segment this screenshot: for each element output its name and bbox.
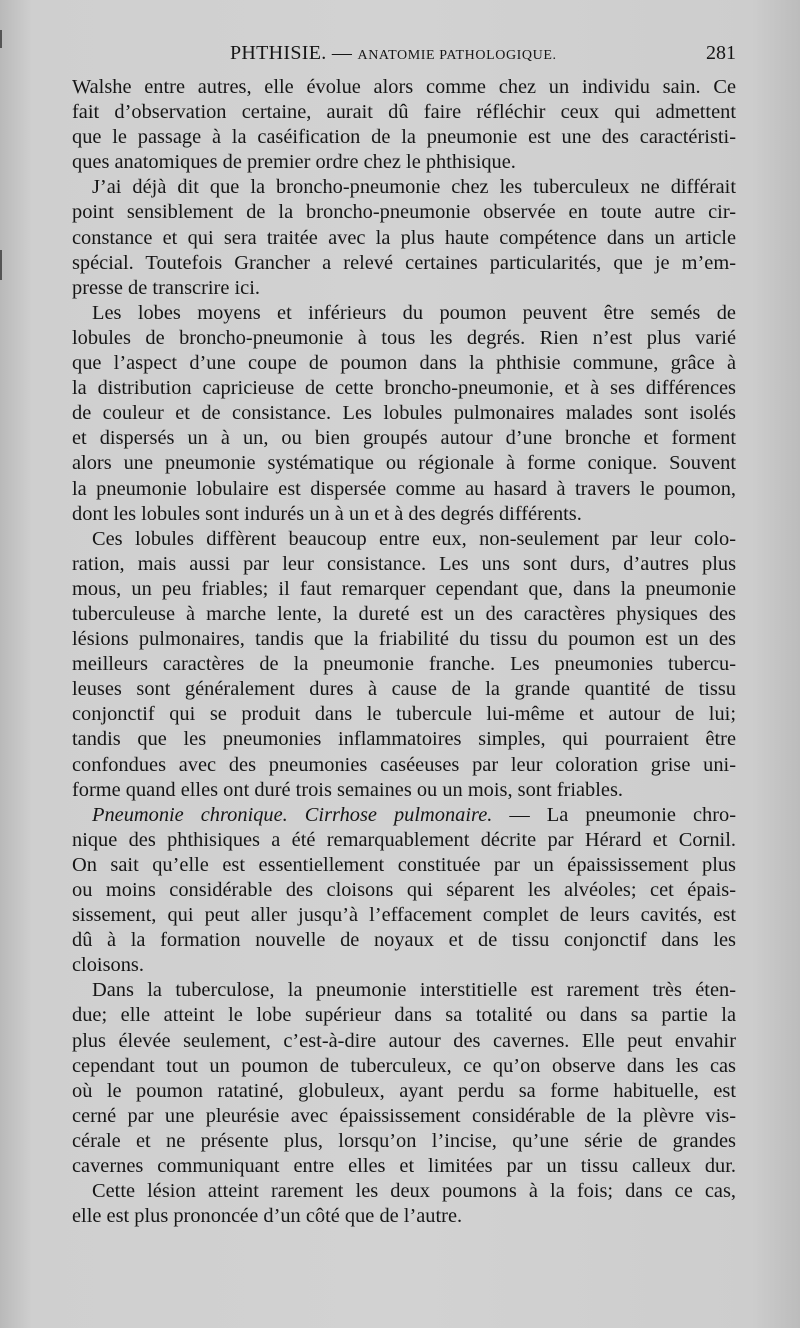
text-line: presse de transcrire ici. bbox=[72, 276, 260, 299]
text-line: conjonctif qui se produit dans le tubercule lui-même et autour de lui; bbox=[72, 703, 736, 726]
text-line: fait d’observation certaine, aurait dû faire réfléchir ceux qui admettent bbox=[72, 101, 736, 124]
text-line: point sensiblement de la broncho-pneumonie observée en toute autre cir- bbox=[72, 201, 736, 224]
text-line: que l’aspect d’une coupe de poumon dans la phthisie commune, grâce à bbox=[72, 352, 736, 375]
paragraph-7 bbox=[72, 1179, 736, 1229]
paragraph-1 bbox=[72, 75, 736, 175]
text-line: ou moins considérable des cloisons qui séparent les alvéoles; cet épais- bbox=[72, 879, 736, 901]
text-line: cerné par une pleurésie avec épaississement considérable de la plèvre vis- bbox=[72, 1104, 736, 1127]
section-heading-rest: — La pneumonie chro- bbox=[492, 803, 736, 826]
page-edge-mark bbox=[0, 30, 2, 48]
text-line: cependant tout un poumon de tuberculeux, ce qu’on observe dans les cas bbox=[72, 1054, 736, 1077]
paragraph-3 bbox=[72, 301, 736, 527]
paragraph-5 bbox=[72, 803, 736, 979]
text-line bbox=[72, 803, 736, 828]
body-text bbox=[72, 75, 736, 1229]
text-line: mous, un peu friables; il faut remarquer cependant que, dans la pneumonie bbox=[72, 577, 736, 600]
text-line: lésions pulmonaires, tandis que la friabilité du tissu du poumon est un des bbox=[72, 628, 736, 651]
text-line: spécial. Toutefois Grancher a relevé certaines particularités, que je m’em- bbox=[72, 251, 736, 274]
text-line: confondues avec des pneumonies caséeuses par leur coloration grise uni- bbox=[72, 753, 736, 776]
text-line: tuberculeuse à marche lente, la dureté est un des caractères physiques des bbox=[72, 602, 736, 625]
page-edge-mark bbox=[0, 250, 2, 280]
text-line: On sait qu’elle est essentiellement constituée par un épaississement plus bbox=[72, 853, 736, 876]
text-line: cloisons. bbox=[72, 954, 144, 977]
text-line: cavernes communiquant entre elles et limitées par un tissu calleux dur. bbox=[72, 1155, 736, 1178]
text-line: où le poumon ratatiné, globuleux, ayant perdu sa forme habituelle, est bbox=[72, 1079, 736, 1102]
page-number: 281 bbox=[706, 42, 736, 64]
running-title-main: PHTHISIE. — bbox=[230, 42, 353, 64]
text-line: cérale et ne présente plus, lorsqu’on l’incise, qu’une série de grandes bbox=[72, 1129, 736, 1152]
text-line: de couleur et de consistance. Les lobules pulmonaires malades sont isolés bbox=[72, 402, 736, 425]
text-line: Les lobes moyens et inférieurs du poumon peuvent être semés de bbox=[92, 301, 736, 324]
text-line: tandis que les pneumonies inflammatoires simples, qui pourraient être bbox=[72, 728, 736, 751]
text-line: sissement, qui peut aller jusqu’à l’effacement complet de leurs cavités, est bbox=[72, 904, 736, 927]
text-line: meilleurs caractères de la pneumonie franche. Les pneumonies tubercu- bbox=[72, 653, 736, 676]
text-line: plus élevée seulement, c’est-à-dire autour des cavernes. Elle peut envahir bbox=[72, 1029, 736, 1052]
section-heading-italic: Pneumonie chronique. Cirrhose pulmonaire. bbox=[92, 803, 493, 826]
running-title-section: ANATOMIE PATHOLOGIQUE. bbox=[357, 48, 557, 63]
paragraph-2 bbox=[72, 175, 736, 300]
text-line: dû à la formation nouvelle de noyaux et de tissu conjonctif dans les bbox=[72, 929, 736, 952]
running-title bbox=[230, 40, 557, 69]
text-line: ques anatomiques de premier ordre chez le phthisique. bbox=[72, 151, 516, 174]
text-line: Cette lésion atteint rarement les deux poumons à la fois; dans ce cas, bbox=[92, 1180, 736, 1203]
paragraph-4 bbox=[72, 527, 736, 803]
text-line: lobules de broncho-pneumonie à tous les degrés. Rien n’est plus varié bbox=[72, 326, 736, 349]
paragraph-6 bbox=[72, 978, 736, 1179]
text-line: Dans la tuberculose, la pneumonie interstitielle est rarement très éten- bbox=[92, 979, 736, 1002]
text-line: que le passage à la caséification de la pneumonie est une des caractéristi- bbox=[72, 126, 736, 149]
text-line: Ces lobules diffèrent beaucoup entre eux, non-seulement par leur colo- bbox=[92, 527, 736, 550]
running-header bbox=[72, 40, 736, 66]
text-line: la distribution capricieuse de cette broncho-pneumonie, et à ses différences bbox=[72, 377, 736, 400]
text-line: due; elle atteint le lobe supérieur dans sa totalité ou dans sa partie la bbox=[72, 1004, 736, 1027]
text-line: et dispersés un à un, ou bien groupés autour d’une bronche et forment bbox=[72, 427, 736, 450]
text-line: nique des phthisiques a été remarquablement décrite par Hérard et Cornil. bbox=[72, 828, 736, 851]
text-line: elle est plus prononcée d’un côté que de l’autre. bbox=[72, 1205, 463, 1228]
text-line: forme quand elles ont duré trois semaines ou un mois, sont friables. bbox=[72, 778, 624, 801]
text-line: alors une pneumonie systématique ou régionale à forme conique. Souvent bbox=[72, 452, 736, 475]
text-line: constance et qui sera traitée avec la plus haute compétence dans un article bbox=[72, 226, 736, 249]
text-line: leuses sont généralement dures à cause de la grande quantité de tissu bbox=[72, 678, 736, 701]
text-line: Walshe entre autres, elle évolue alors comme chez un individu sain. Ce bbox=[72, 76, 736, 98]
text-line: la pneumonie lobulaire est dispersée comme au hasard à travers le poumon, bbox=[72, 477, 736, 500]
text-line: J’ai déjà dit que la broncho-pneumonie chez les tuberculeux ne différait bbox=[92, 176, 736, 199]
text-line: ration, mais aussi par leur consistance. Les uns sont durs, d’autres plus bbox=[72, 552, 736, 575]
text-line: dont les lobules sont indurés un à un et à des degrés différents. bbox=[72, 502, 582, 525]
